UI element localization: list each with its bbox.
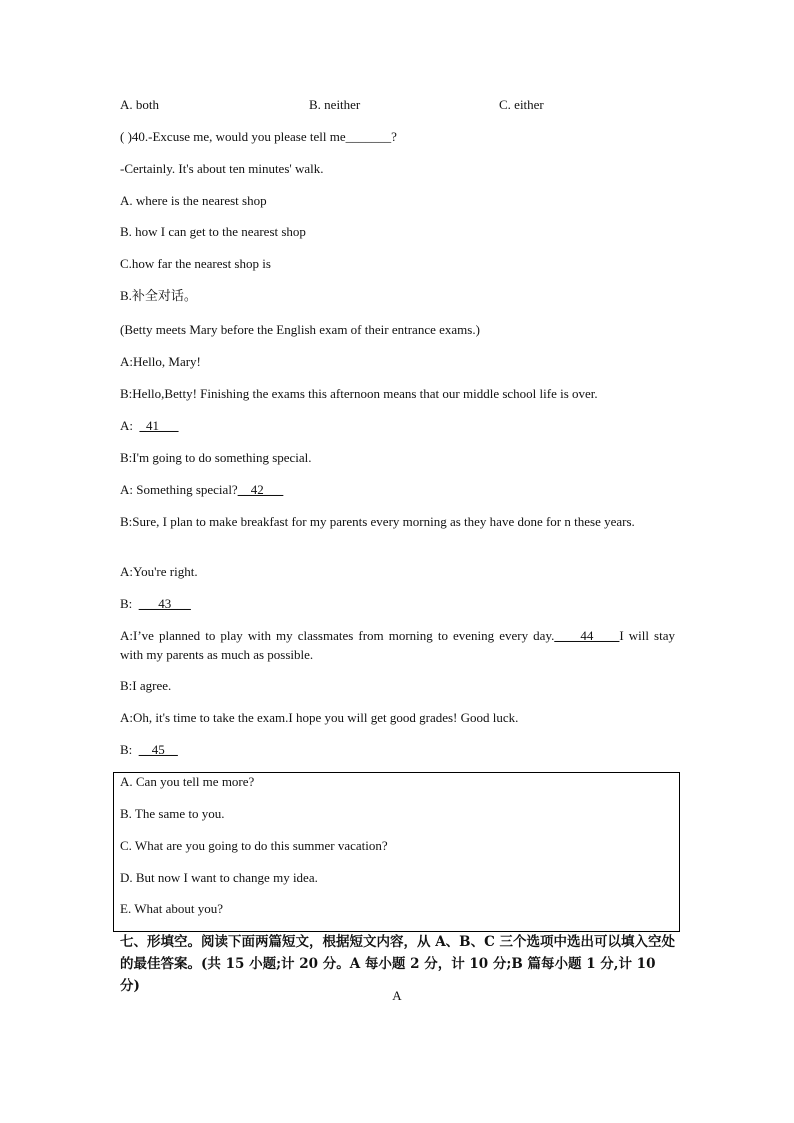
q39-option-a: A. both xyxy=(120,97,159,112)
dialog-line-1: A:Hello, Mary! xyxy=(120,354,201,369)
q40-blank: _______ xyxy=(345,129,392,144)
dialog-text: A:I’ve planned to play with my classmates from morning to evening every day. xyxy=(120,628,555,643)
blank-45: __45__ xyxy=(138,742,178,757)
q40-option-a: A. where is the nearest shop xyxy=(120,193,267,208)
choice-d: D. But now I want to change my idea. xyxy=(120,870,318,885)
choice-c: C. What are you going to do this summer vacation? xyxy=(120,838,388,853)
q39-option-b: B. neither xyxy=(309,97,361,112)
dialog-line-4: B:I'm going to do something special. xyxy=(120,450,312,465)
q40-question xyxy=(120,128,397,146)
dialog-line-9 xyxy=(120,626,675,664)
dialog-line-3 xyxy=(120,417,179,435)
dialog-line-6: B:Sure, I plan to make breakfast for my parents every morning as they have done for n these years. xyxy=(120,514,635,529)
dialog-line-8 xyxy=(120,595,191,613)
choices-box xyxy=(113,772,680,932)
blank-43: ___43___ xyxy=(138,596,191,611)
section-7-title: 七、形填空。阅读下面两篇短文，根据短文内容，从 A、B、C 三个选项中选出可以填入空处的最佳答案。(共 15 小题;计 20 分。A 每小题 2 分，计 10 分;B 篇每小题 1 分,计 10 分) xyxy=(120,934,676,994)
dialog-line-2: B:Hello,Betty! Finishing the exams this afternoon means that our middle school life is over. xyxy=(120,386,598,401)
dialog-speaker: B: xyxy=(120,742,139,757)
q40-option-b: B. how I can get to the nearest shop xyxy=(120,224,306,239)
blank-41: _41___ xyxy=(139,418,179,433)
dialog-speaker: B: xyxy=(120,596,139,611)
dialog-line-5 xyxy=(120,481,283,499)
choice-e: E. What about you? xyxy=(120,901,224,916)
blank-44: ____44____ xyxy=(554,628,620,643)
dialog-speaker: A: xyxy=(120,418,140,433)
q40-reply: -Certainly. It's about ten minutes' walk. xyxy=(120,161,324,176)
q40-option-c: C.how far the nearest shop is xyxy=(120,256,271,271)
dialog-heading: B.补全对话。 xyxy=(120,288,197,303)
dialog-intro: (Betty meets Mary before the English exam of their entrance exams.) xyxy=(120,322,480,337)
q40-suffix: ? xyxy=(391,129,397,144)
dialog-line-12 xyxy=(120,741,178,759)
dialog-line-7: A:You're right. xyxy=(120,564,198,579)
choice-a: A. Can you tell me more? xyxy=(120,774,255,789)
choice-b: B. The same to you. xyxy=(120,806,225,821)
dialog-text: I will stay with my parents as much as possible. xyxy=(120,628,675,662)
dialog-line-10: B:I agree. xyxy=(120,678,172,693)
dialog-text: A: Something special? xyxy=(120,482,238,497)
q39-options xyxy=(120,96,680,114)
q39-option-c: C. either xyxy=(499,97,544,112)
dialog-line-11: A:Oh, it's time to take the exam.I hope you will get good grades! Good luck. xyxy=(120,710,519,725)
blank-42: __42___ xyxy=(237,482,284,497)
q40-prefix: ( )40.-Excuse me, would you please tell me xyxy=(120,129,346,144)
section-7-part-label: A xyxy=(392,988,402,1003)
